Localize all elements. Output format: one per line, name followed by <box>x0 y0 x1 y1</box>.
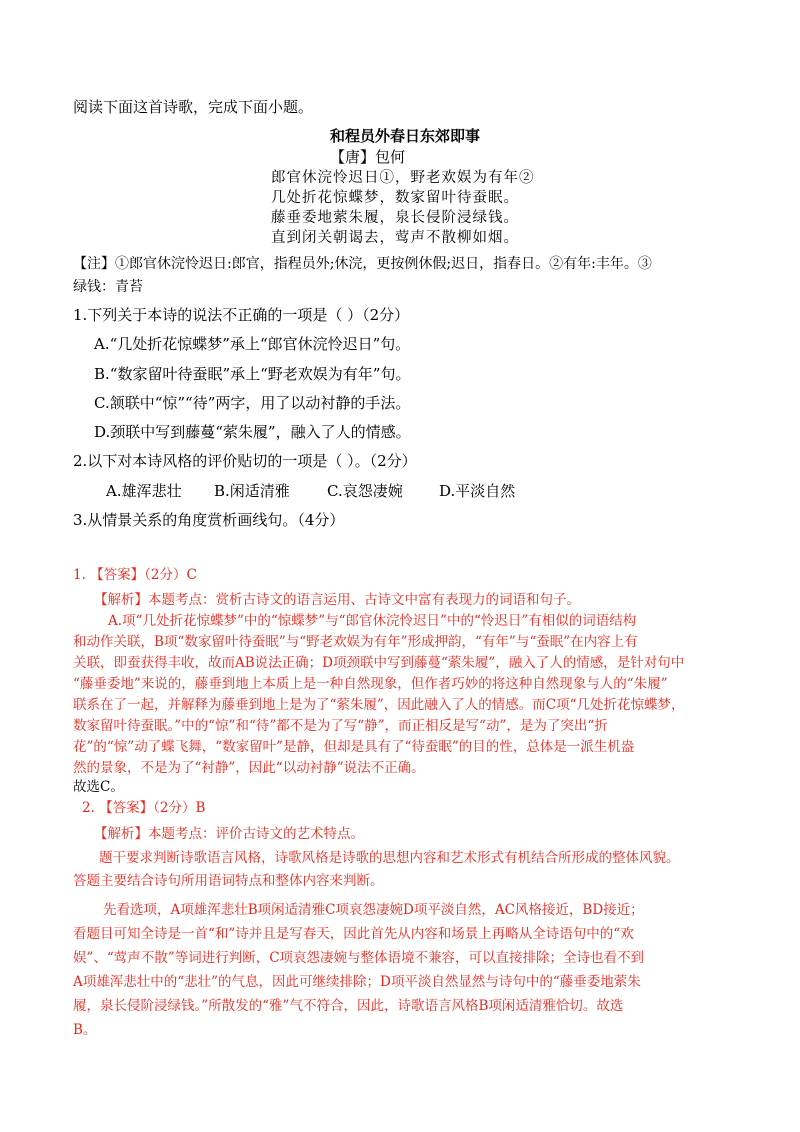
reading-instruction: 阅读下面这首诗歌，完成下面小题。 <box>73 98 314 116</box>
answer-2-text: B。 <box>73 1022 97 1038</box>
poem-note: 【注】①郎官休浣怜迟日:郎官，指程员外;休浣，更按例休假;迟日，指春日。②有年:丰年。③ <box>73 256 652 272</box>
question-2-option: B.闲适清雅 <box>214 482 290 500</box>
answer-1-text: 花”的“惊”动了蝶飞舞，“数家留叶”是静，但却是具有了“待蚕眠”的目的性，总体是一派生机盎 <box>73 739 635 755</box>
poem-note: 绿钱：青苔 <box>73 279 143 295</box>
poem-line: 几处折花惊蝶梦，数家留叶待蚕眠。 <box>271 190 519 206</box>
answer-1-text: 然的景象，不是为了“衬静”，因此“以动衬静”说法不正确。 <box>73 760 425 776</box>
question-1-option: D.颈联中写到藤蔓“萦朱履”，融入了人的情感。 <box>94 423 411 441</box>
answer-2-text: A项雄浑悲壮中的“悲壮”的气息，因此可继续排除；D项平淡自然显然与诗句中的“藤垂委地萦朱 <box>73 974 641 990</box>
answer-1-heading: 1. 【答案】（2分）C <box>73 567 197 583</box>
answer-1-text: 联系在了一起，并解释为藤垂到地上是为了“萦朱履”，因此融入了人的情感。而C项“几处折花惊蝶梦， <box>73 697 685 713</box>
answer-1-text: 关联，即蚕获得丰收，故而AB说法正确；D项颈联中写到藤蔓“萦朱履”，融入了人的情感，是针对句中 <box>73 655 685 671</box>
answer-2-text: 看题目可知全诗是一首“和”诗并且是写春天，因此首先从内容和场景上再略从全诗语句中的“欢 <box>73 926 634 942</box>
answer-2-text: 先看选项，A项雄浑悲壮B项闲适清雅C项哀怨凄婉D项平淡自然，AC风格接近，BD接近； <box>103 902 644 918</box>
answer-1-analysis: 【解析】本题考点：赏析古诗文的语言运用、古诗文中富有表现力的词语和句子。 <box>94 592 580 608</box>
answer-2-text: 履，泉长侵阶浸绿钱。”所散发的“雅”气不符合，因此，诗歌语言风格B项闲适清雅恰切。故选 <box>73 998 624 1014</box>
question-1-option: A.“几处折花惊蝶梦”承上“郎官休浣怜迟日”句。 <box>94 335 411 353</box>
poem-author: 【唐】包何 <box>330 148 406 166</box>
poem-line: 藤垂委地萦朱履，泉长侵阶浸绿钱。 <box>271 210 519 226</box>
answer-1-conclusion: 故选C。 <box>73 779 124 795</box>
question-2-option: C.哀怨凄婉 <box>327 482 403 500</box>
poem-title: 和程员外春日东郊即事 <box>330 127 481 145</box>
question-1-option: C.颔联中“惊”“待”两字，用了以动衬静的手法。 <box>94 394 411 412</box>
answer-2-text: 题干要求判断诗歌语言风格，诗歌风格是诗歌的思想内容和艺术形式有机结合所形成的整体风貌。 <box>99 850 680 866</box>
question-1-option: B.“数家留叶待蚕眠”承上“野老欢娱为有年”句。 <box>94 365 411 383</box>
poem-line: 郎官休浣怜迟日①，野老欢娱为有年② <box>271 170 535 186</box>
answer-1-text: 数家留叶待蚕眠。”中的“惊”和“待”都不是为了写“静”，而正相反是写“动”，是为了突出“折 <box>73 718 608 734</box>
question-3: 3.从情景关系的角度赏析画线句。（4分） <box>73 511 345 529</box>
question-2-option: A.雄浑悲壮 <box>106 482 182 500</box>
poem-line: 直到闭关朝谒去，莺声不散柳如烟。 <box>271 230 519 246</box>
answer-2-text: 娱”、“莺声不散”等词进行判断，C项哀怨凄婉与整体语境不兼容，可以直接排除；全诗也看不到 <box>73 950 645 966</box>
answer-1-text: “藤垂委地”来说的，藤垂到地上本质上是一种自然现象，但作者巧妙的将这种自然现象与人的“朱履” <box>73 676 668 692</box>
question-2-option: D.平淡自然 <box>439 482 516 500</box>
answer-1-text: A.项“几处折花惊蝶梦”中的“惊蝶梦”与“郎官休浣怜迟日”中的“怜迟日”有相似的词语结构 <box>108 613 637 629</box>
answer-1-text: 和动作关联，B项“数家留叶待蚕眠”与“野老欢娱为有年”形成押韵，“有年”与“蚕眠”在内容上有 <box>73 634 638 650</box>
answer-2-text: 答题主要结合诗句所用语词特点和整体内容来判断。 <box>73 873 384 889</box>
question-2: 2.以下对本诗风格的评价贴切的一项是（ ）。（2分） <box>73 452 417 470</box>
question-1: 1.下列关于本诗的说法不正确的一项是（ ）（2分） <box>73 306 410 324</box>
answer-2-heading: 2. 【答案】（2分）B <box>82 800 206 816</box>
answer-2-analysis: 【解析】本题考点：评价古诗文的艺术特点。 <box>94 826 364 842</box>
